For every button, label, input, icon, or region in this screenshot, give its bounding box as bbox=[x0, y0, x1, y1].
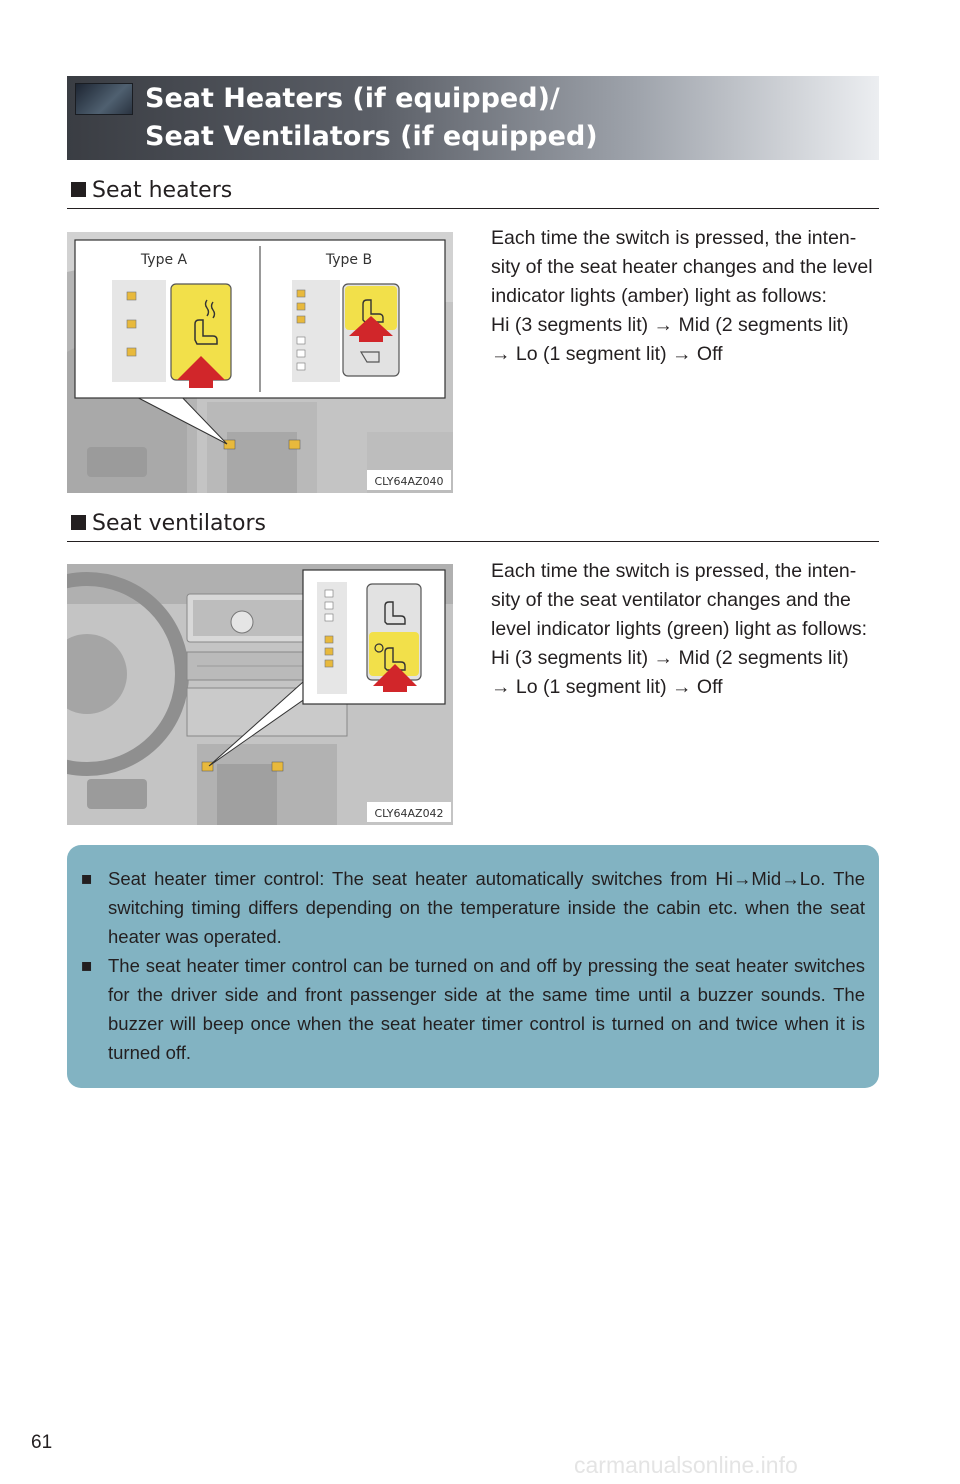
section-heading-text: Seat ventilators bbox=[92, 511, 267, 536]
watermark: carmanualsonline.info bbox=[574, 1452, 798, 1478]
figure-code: CLY64AZ040 bbox=[374, 475, 444, 488]
figure-label-type-b: Type B bbox=[325, 252, 373, 268]
figure-label-type-a: Type A bbox=[140, 252, 188, 268]
title-line-2: Seat Ventilators (if equipped) bbox=[145, 121, 598, 152]
section-heading-text: Seat heaters bbox=[92, 178, 233, 203]
square-bullet-icon bbox=[71, 182, 86, 197]
note-timer-control bbox=[81, 864, 865, 951]
paragraph: sity of the seat ventilator changes and the level indicator lights (green) light as follows: bbox=[491, 589, 868, 640]
note-timer-toggle bbox=[81, 951, 865, 1067]
figure-seat-ventilators bbox=[67, 564, 453, 825]
note-text: Seat heater timer control: The seat heater automatically switches from Hi→Mid→Lo. The switching timing differs depending on the temperature inside the cabin etc. when the seat heater was operated. bbox=[108, 868, 865, 947]
page-number: 61 bbox=[31, 1432, 53, 1453]
sequence-line-1: Hi (3 segments lit) → Mid (2 segments lit) bbox=[491, 647, 849, 669]
figure-code: CLY64AZ042 bbox=[374, 807, 444, 820]
paragraph: sity of the seat heater changes and the level indicator lights (amber) light as follows: bbox=[491, 256, 873, 307]
sequence-line-1: Hi (3 segments lit) → Mid (2 segments lit) bbox=[491, 314, 849, 336]
section-heading-seat-ventilators bbox=[67, 509, 879, 542]
square-bullet-icon bbox=[71, 515, 86, 530]
sequence-line-2: → Lo (1 segment lit) → Off bbox=[491, 676, 723, 698]
section-heading-seat-heaters bbox=[67, 176, 879, 209]
square-bullet-icon: ■ bbox=[81, 868, 93, 889]
note-text: The seat heater timer control can be turned on and off by pressing the seat heater switches for the driver side and front passenger side at the same time until a buzzer sounds. The buzzer will beep once when the seat heater timer control is turned on and twice when it is turned off. bbox=[108, 955, 865, 1063]
paragraph-line: Each time the switch is pressed, the inten- bbox=[491, 227, 857, 249]
sequence-line-2: → Lo (1 segment lit) → Off bbox=[491, 343, 723, 365]
figure-seat-heaters bbox=[67, 232, 453, 493]
seat-heaters-description bbox=[491, 224, 879, 369]
seat-ventilators-description bbox=[491, 557, 879, 702]
square-bullet-icon: ■ bbox=[81, 955, 93, 976]
page-title bbox=[145, 80, 598, 156]
paragraph-line: Each time the switch is pressed, the inten- bbox=[491, 560, 857, 582]
title-bar bbox=[67, 76, 879, 160]
title-line-1: Seat Heaters (if equipped)/ bbox=[145, 83, 560, 114]
title-thumbnail bbox=[75, 83, 133, 115]
